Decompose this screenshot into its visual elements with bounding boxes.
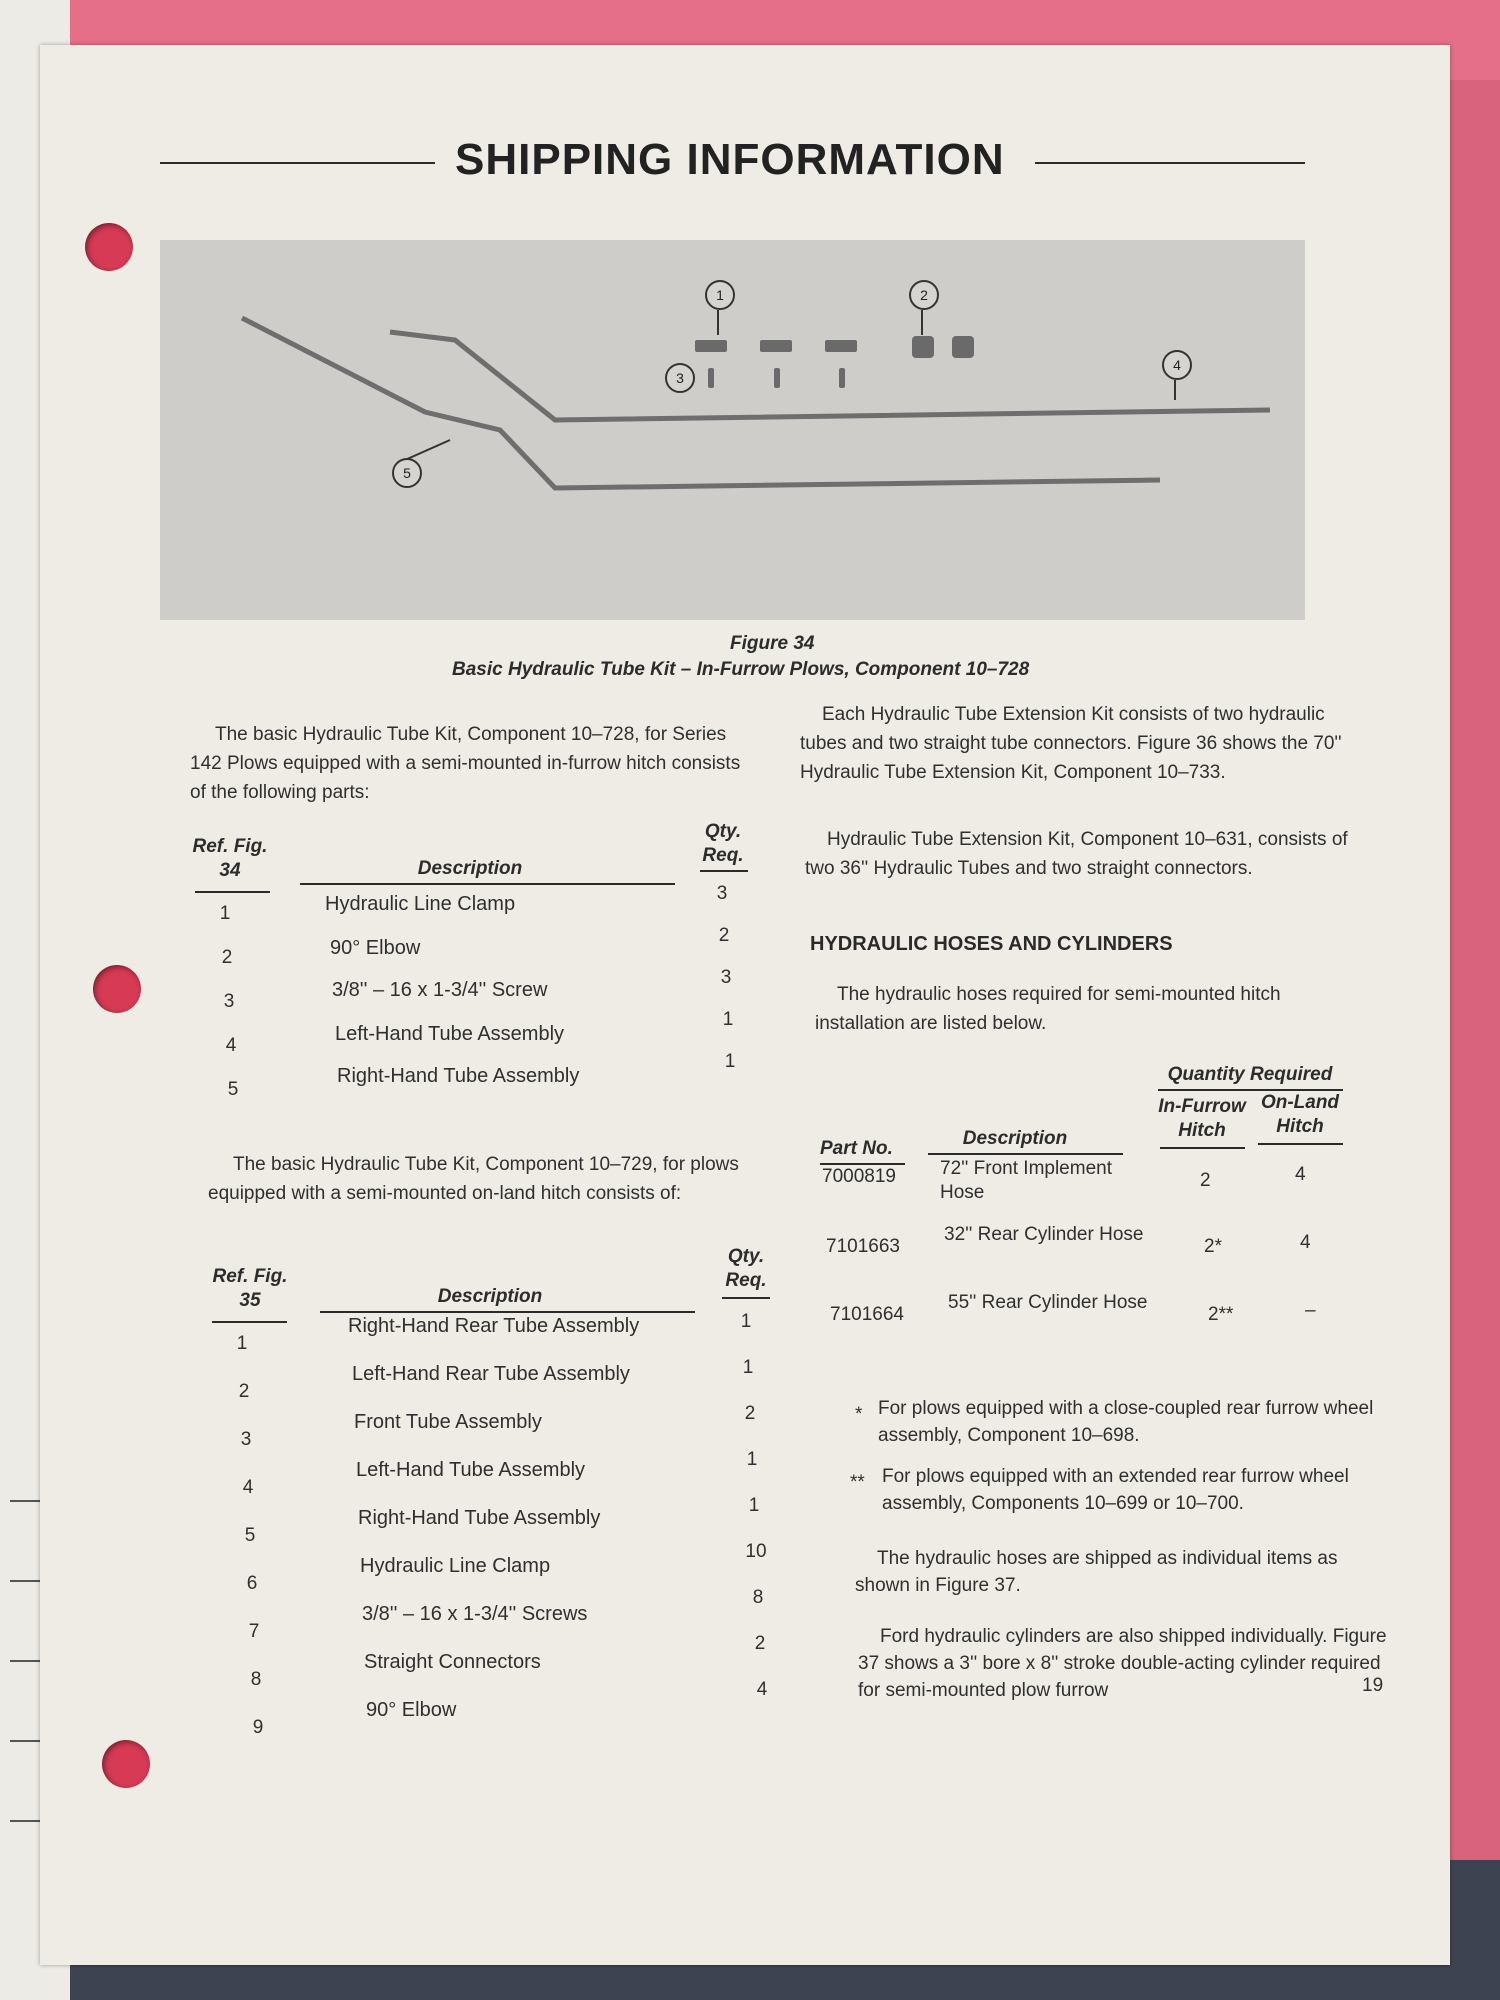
ref-number: 5 bbox=[244, 1525, 256, 1546]
figure-photo bbox=[160, 240, 1305, 620]
ref-number: 1 bbox=[236, 1333, 248, 1354]
on-land-qty: – bbox=[1305, 1300, 1316, 1321]
hose-description: 72'' Front Implement Hose bbox=[940, 1158, 1112, 1203]
qty-value: 4 bbox=[756, 1679, 768, 1700]
header-rule-right bbox=[1035, 162, 1305, 164]
qty-value: 2 bbox=[754, 1633, 766, 1654]
ref-number: 4 bbox=[225, 1035, 237, 1056]
footnote-marker: * bbox=[855, 1404, 863, 1425]
extension-kit-paragraph: Each Hydraulic Tube Extension Kit consists of two hydraulic tubes and two straight tube connectors. Figure 36 shows the 70'' Hydraulic Tube Extension Kit, Component 10–733. bbox=[800, 704, 1342, 783]
qty-value: 1 bbox=[742, 1357, 754, 1378]
section-heading: HYDRAULIC HOSES AND CYLINDERS bbox=[810, 933, 1173, 955]
ref-number: 8 bbox=[250, 1669, 262, 1690]
qty-value: 1 bbox=[722, 1009, 734, 1030]
ref-number: 2 bbox=[238, 1381, 250, 1402]
header-rule bbox=[722, 1297, 770, 1299]
elbow-fitting bbox=[952, 336, 974, 358]
qty-value: 8 bbox=[752, 1587, 764, 1608]
callout-3: 3 bbox=[665, 363, 695, 393]
on-land-header: On-Land Hitch bbox=[1260, 1092, 1340, 1137]
figure-label: Figure 34 bbox=[730, 633, 815, 654]
in-furrow-qty: 2** bbox=[1208, 1304, 1234, 1325]
qty-value: 1 bbox=[724, 1051, 736, 1072]
header-rule bbox=[320, 1311, 695, 1313]
ref-number: 5 bbox=[227, 1079, 239, 1100]
qty-value: 3 bbox=[720, 967, 732, 988]
part-description: Left-Hand Tube Assembly bbox=[356, 1459, 586, 1481]
page-title: SHIPPING INFORMATION bbox=[455, 135, 1005, 184]
part-no-header: Part No. bbox=[820, 1138, 893, 1159]
qty-value: 3 bbox=[716, 883, 728, 904]
ref-header: Ref. Fig. 34 bbox=[192, 836, 268, 881]
header-rule-left bbox=[160, 162, 435, 164]
in-furrow-qty: 2 bbox=[1200, 1170, 1211, 1191]
ref-number: 1 bbox=[219, 903, 231, 924]
part-description: 90° Elbow bbox=[366, 1699, 457, 1721]
callout-2: 2 bbox=[909, 280, 939, 310]
callout-5: 5 bbox=[392, 458, 422, 488]
part-number: 7000819 bbox=[822, 1166, 896, 1187]
header-rule bbox=[1258, 1143, 1343, 1145]
ref-number: 3 bbox=[240, 1429, 252, 1450]
screw bbox=[774, 368, 780, 388]
part-description: Left-Hand Rear Tube Assembly bbox=[352, 1363, 630, 1385]
screw bbox=[708, 368, 714, 388]
qty-header: Qty. Req. bbox=[702, 821, 744, 866]
ref-number: 3 bbox=[223, 991, 235, 1012]
header-rule bbox=[700, 870, 748, 872]
qty-value: 2 bbox=[718, 925, 730, 946]
footnote-marker: ** bbox=[850, 1472, 865, 1493]
header-rule bbox=[212, 1321, 287, 1323]
part-description: 3/8'' – 16 x 1-3/4'' Screw bbox=[332, 979, 548, 1001]
callout-1: 1 bbox=[705, 280, 735, 310]
hose-description: 32'' Rear Cylinder Hose bbox=[944, 1224, 1144, 1245]
description-header: Description bbox=[437, 1286, 543, 1307]
page-number: 19 bbox=[1362, 1675, 1384, 1696]
on-land-qty: 4 bbox=[1295, 1164, 1306, 1185]
ref-number: 2 bbox=[221, 947, 233, 968]
callout-leader bbox=[405, 440, 450, 460]
extension-kit-631-paragraph: Hydraulic Tube Extension Kit, Component 10–631, consists of two 36'' Hydraulic Tubes and two straight connectors. bbox=[805, 829, 1348, 879]
hose-description: 55'' Rear Cylinder Hose bbox=[948, 1292, 1148, 1313]
line-clamp bbox=[825, 340, 857, 352]
header-rule bbox=[300, 883, 675, 885]
part-number: 7101663 bbox=[826, 1236, 900, 1257]
part-number: 7101664 bbox=[830, 1304, 904, 1325]
qty-value: 1 bbox=[740, 1311, 752, 1332]
callout-4: 4 bbox=[1162, 350, 1192, 380]
part-description: Hydraulic Line Clamp bbox=[360, 1555, 551, 1577]
header-rule bbox=[1160, 1147, 1245, 1149]
ref-number: 9 bbox=[252, 1717, 264, 1738]
ref-number: 7 bbox=[248, 1621, 260, 1642]
binder-hole bbox=[93, 965, 141, 1013]
part-description: Right-Hand Rear Tube Assembly bbox=[348, 1315, 640, 1337]
line-clamp bbox=[760, 340, 792, 352]
manual-page bbox=[40, 45, 1450, 1965]
screw bbox=[839, 368, 845, 388]
footnote-1: For plows equipped with a close-coupled rear furrow wheel assembly, Component 10–698. bbox=[878, 1398, 1374, 1446]
figure-caption: Basic Hydraulic Tube Kit – In-Furrow Plows, Component 10–728 bbox=[452, 659, 1030, 680]
binder-hole bbox=[102, 1740, 150, 1788]
line-clamp bbox=[695, 340, 727, 352]
part-description: Right-Hand Tube Assembly bbox=[337, 1065, 580, 1087]
part-description: Right-Hand Tube Assembly bbox=[358, 1507, 601, 1529]
part-description: Front Tube Assembly bbox=[354, 1411, 542, 1433]
header-rule bbox=[195, 891, 270, 893]
elbow-fitting bbox=[912, 336, 934, 358]
qty-value: 2 bbox=[744, 1403, 756, 1424]
on-land-qty: 4 bbox=[1300, 1232, 1311, 1253]
shipping-hoses-paragraph: The hydraulic hoses are shipped as individual items as shown in Figure 37. bbox=[855, 1548, 1338, 1596]
ref-number: 4 bbox=[242, 1477, 254, 1498]
part-description: 90° Elbow bbox=[330, 937, 421, 959]
ref-header: Ref. Fig. 35 bbox=[212, 1266, 288, 1311]
qty-value: 1 bbox=[746, 1449, 758, 1470]
hoses-paragraph: The hydraulic hoses required for semi-mounted hitch installation are listed below. bbox=[815, 984, 1281, 1034]
quantity-required-header: Quantity Required bbox=[1167, 1064, 1333, 1085]
qty-value: 1 bbox=[748, 1495, 760, 1516]
part-description: Straight Connectors bbox=[364, 1651, 541, 1673]
part-description: 3/8'' – 16 x 1-3/4'' Screws bbox=[362, 1603, 588, 1625]
header-rule bbox=[928, 1153, 1123, 1155]
hose-description-header: Description bbox=[962, 1128, 1068, 1149]
qty-header: Qty. Req. bbox=[725, 1246, 767, 1291]
cylinders-paragraph: Ford hydraulic cylinders are also shipped individually. Figure 37 shows a 3'' bore x 8'' stroke double-acting cylinder required for semi-mounted plow furrow bbox=[858, 1626, 1387, 1701]
description-header: Description bbox=[417, 858, 523, 879]
part-description: Hydraulic Line Clamp bbox=[325, 893, 516, 915]
binder-hole bbox=[85, 223, 133, 271]
in-furrow-qty: 2* bbox=[1204, 1236, 1222, 1257]
intro-paragraph-1: The basic Hydraulic Tube Kit, Component 10–728, for Series 142 Plows equipped with a semi-mounted in-furrow hitch consists of the following parts: bbox=[190, 724, 741, 803]
intro-paragraph-2: The basic Hydraulic Tube Kit, Component 10–729, for plows equipped with a semi-mounted on-land hitch consists of: bbox=[208, 1154, 739, 1204]
part-description: Left-Hand Tube Assembly bbox=[335, 1023, 565, 1045]
qty-value: 10 bbox=[745, 1541, 767, 1562]
in-furrow-header: In-Furrow Hitch bbox=[1158, 1096, 1246, 1141]
ref-number: 6 bbox=[246, 1573, 258, 1594]
footnote-2: For plows equipped with an extended rear furrow wheel assembly, Components 10–699 or 10–700. bbox=[882, 1466, 1349, 1514]
